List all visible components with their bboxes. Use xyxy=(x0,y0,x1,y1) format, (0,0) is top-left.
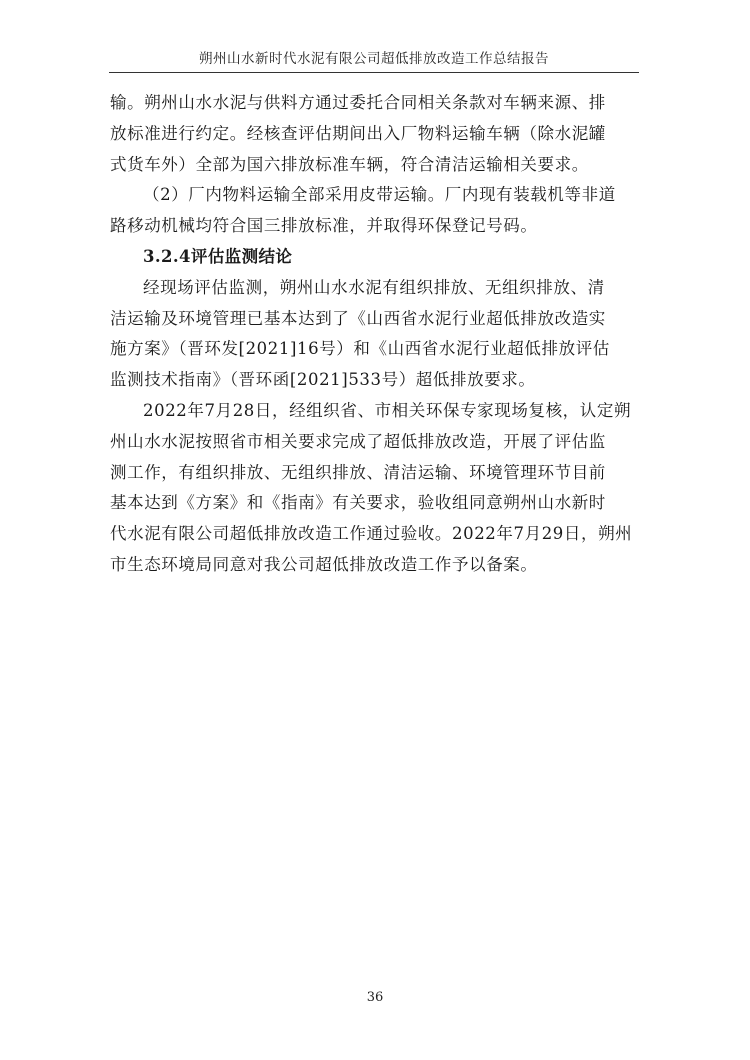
paragraph-start-line: 2022年7月28日，经组织省、市相关环保专家现场复核，认定朔 xyxy=(143,400,632,420)
body-line: 放标准进行约定。经核查评估期间出入厂物料运输车辆（除水泥罐 xyxy=(110,123,606,143)
page-header: 朔州山水新时代水泥有限公司超低排放改造工作总结报告 xyxy=(199,51,549,67)
header-divider xyxy=(109,72,639,73)
body-line: 式货车外）全部为国六排放标准车辆，符合清洁运输相关要求。 xyxy=(110,154,589,174)
body-line: 基本达到《方案》和《指南》有关要求，验收组同意朔州山水新时 xyxy=(110,493,606,513)
body-line: 市生态环境局同意对我公司超低排放改造工作予以备案。 xyxy=(110,554,538,574)
body-line: 代水泥有限公司超低排放改造工作通过验收。2022年7月29日，朔州 xyxy=(110,524,633,544)
section-heading: 3.2.4评估监测结论 xyxy=(143,246,293,266)
paragraph-start-line: （2）厂内物料运输全部采用皮带运输。厂内现有装载机等非道 xyxy=(143,185,616,205)
body-line: 州山水水泥按照省市相关要求完成了超低排放改造，开展了评估监 xyxy=(110,431,606,451)
body-line: 测工作，有组织排放、无组织排放、清洁运输、环境管理环节目前 xyxy=(110,462,606,482)
page-number: 36 xyxy=(366,990,384,1005)
body-line: 路移动机械均符合国三排放标准，并取得环保登记号码。 xyxy=(110,216,538,236)
body-line: 输。朔州山水水泥与供料方通过委托合同相关条款对车辆来源、排 xyxy=(110,93,606,112)
body-line: 洁运输及环境管理已基本达到了《山西省水泥行业超低排放改造实 xyxy=(110,308,606,328)
document-body xyxy=(110,88,640,581)
body-line: 施方案》（晋环发[2021]16号）和《山西省水泥行业超低排放评估 xyxy=(110,339,610,359)
body-line: 监测技术指南》（晋环函[2021]533号）超低排放要求。 xyxy=(110,370,536,390)
paragraph-start-line: 经现场评估监测，朔州山水水泥有组织排放、无组织排放、清 xyxy=(143,277,605,297)
